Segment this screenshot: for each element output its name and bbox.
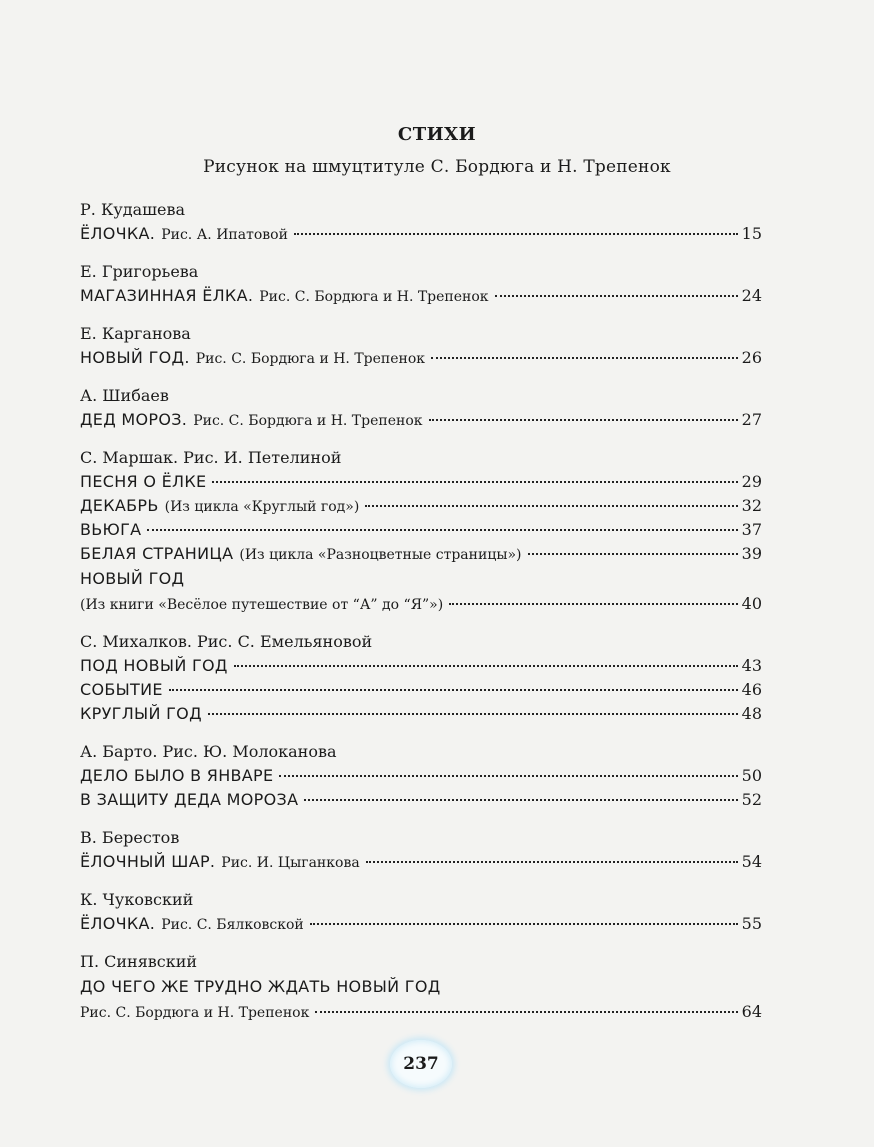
toc-group — [80, 446, 762, 616]
author: А. Барто. Рис. Ю. Молоканова — [80, 742, 337, 761]
author: С. Михалков. Рис. С. Емельяновой — [80, 632, 373, 651]
toc-entry[interactable] — [80, 702, 762, 726]
dot-leader — [449, 603, 737, 605]
toc-group — [80, 630, 762, 726]
entry-page: 37 — [741, 520, 762, 539]
entry-page: 46 — [741, 680, 762, 699]
toc-entry[interactable] — [80, 542, 762, 566]
entry-note: Рис. С. Бордюга и Н. Трепенок — [193, 413, 423, 429]
entry-page: 26 — [741, 348, 762, 367]
dot-leader — [208, 713, 738, 715]
dot-leader — [310, 923, 738, 925]
author: Е. Карганова — [80, 324, 191, 343]
toc-entry[interactable] — [80, 284, 762, 308]
entry-title: ПЕСНЯ О ЁЛКЕ — [80, 472, 207, 491]
toc-entry[interactable] — [80, 912, 762, 936]
entry-title: ДЕД МОРОЗ. — [80, 410, 188, 429]
dot-leader — [366, 861, 738, 863]
toc-entry[interactable] — [80, 566, 762, 592]
toc-entry[interactable] — [80, 408, 762, 432]
author: А. Шибаев — [80, 386, 169, 405]
entry-title: КРУГЛЫЙ ГОД — [80, 704, 202, 723]
author: С. Маршак. Рис. И. Петелиной — [80, 448, 342, 467]
dot-leader — [315, 1011, 737, 1013]
entry-note: Рис. С. Бордюга и Н. Трепенок — [195, 351, 426, 367]
entry-title: ЁЛОЧНЫЙ ШАР. — [80, 852, 216, 871]
toc-group — [80, 740, 762, 812]
entry-title: НОВЫЙ ГОД — [80, 569, 185, 588]
author: П. Синявский — [80, 952, 198, 971]
dot-leader — [429, 419, 738, 421]
entry-title: ЁЛОЧКА. — [80, 914, 156, 933]
toc-entry[interactable] — [80, 764, 762, 788]
toc-entry[interactable] — [80, 518, 762, 542]
entry-title: ВЬЮГА — [80, 520, 142, 539]
entry-note: (Из цикла «Разноцветные страницы») — [239, 547, 522, 563]
dot-leader — [212, 481, 737, 483]
toc-group — [80, 826, 762, 874]
dot-leader — [234, 665, 738, 667]
entry-page: 52 — [741, 790, 762, 809]
toc-entry[interactable] — [80, 678, 762, 702]
entry-title: В ЗАЩИТУ ДЕДА МОРОЗА — [80, 790, 299, 809]
entry-page: 32 — [741, 496, 762, 515]
entry-page: 24 — [741, 286, 762, 305]
entry-page: 54 — [741, 852, 762, 871]
entry-note: Рис. С. Бялковской — [161, 917, 304, 933]
entry-title: БЕЛАЯ СТРАНИЦА — [80, 544, 234, 563]
dot-leader — [279, 775, 737, 777]
toc-entry[interactable] — [80, 494, 762, 518]
entry-title: МАГАЗИННАЯ ЁЛКА. — [80, 286, 254, 305]
author: Р. Кудашева — [80, 200, 186, 219]
entry-page: 48 — [741, 704, 762, 723]
entry-page: 39 — [741, 544, 762, 563]
page-number: 237 — [390, 1040, 452, 1088]
toc-group — [80, 950, 762, 1024]
entry-page: 15 — [741, 224, 762, 243]
entry-title: ЁЛОЧКА. — [80, 224, 156, 243]
entry-title: ДО ЧЕГО ЖЕ ТРУДНО ЖДАТЬ НОВЫЙ ГОД — [80, 977, 441, 996]
entry-title: ПОД НОВЫЙ ГОД — [80, 656, 228, 675]
section-subtitle: Рисунок на шмуцтитуле С. Бордюга и Н. Трепенок — [203, 157, 671, 177]
entry-note: (Из книги «Весёлое путешествие от “А” до “Я”») — [80, 597, 444, 613]
author: Е. Григорьева — [80, 262, 199, 281]
author: К. Чуковский — [80, 890, 194, 909]
toc-entry-continuation[interactable] — [80, 1000, 762, 1024]
entry-title: СОБЫТИЕ — [80, 680, 163, 699]
toc-entry[interactable] — [80, 850, 762, 874]
dot-leader — [528, 553, 738, 555]
entry-page: 50 — [741, 766, 762, 785]
entry-title: ДЕЛО БЫЛО В ЯНВАРЕ — [80, 766, 274, 785]
toc-entry[interactable] — [80, 346, 762, 370]
toc-group — [80, 198, 762, 246]
entry-note: Рис. А. Ипатовой — [161, 227, 288, 243]
toc-entry[interactable] — [80, 788, 762, 812]
toc-group — [80, 384, 762, 432]
entry-page: 40 — [741, 594, 762, 613]
dot-leader — [495, 295, 738, 297]
entry-page: 43 — [741, 656, 762, 675]
entry-note: Рис. И. Цыганкова — [221, 855, 360, 871]
entry-title: НОВЫЙ ГОД. — [80, 348, 190, 367]
section-title: СТИХИ — [397, 124, 477, 145]
toc-entry[interactable] — [80, 222, 762, 246]
toc-entry-continuation[interactable] — [80, 592, 762, 616]
author: В. Берестов — [80, 828, 180, 847]
entry-page: 64 — [741, 1002, 762, 1021]
entry-page: 27 — [741, 410, 762, 429]
toc-entry[interactable] — [80, 470, 762, 494]
toc-group — [80, 888, 762, 936]
toc-entry[interactable] — [80, 654, 762, 678]
toc-entry[interactable] — [80, 974, 762, 1000]
entry-note: Рис. С. Бордюга и Н. Трепенок — [259, 289, 489, 305]
entry-page: 55 — [741, 914, 762, 933]
toc-group — [80, 322, 762, 370]
entry-title: ДЕКАБРЬ — [80, 496, 159, 515]
table-of-contents — [80, 198, 762, 1038]
toc-group — [80, 260, 762, 308]
dot-leader — [431, 357, 738, 359]
entry-note: Рис. С. Бордюга и Н. Трепенок — [80, 1005, 310, 1021]
dot-leader — [147, 529, 737, 531]
dot-leader — [169, 689, 738, 691]
entry-note: (Из цикла «Круглый год») — [164, 499, 360, 515]
dot-leader — [294, 233, 738, 235]
dot-leader — [304, 799, 737, 801]
dot-leader — [365, 505, 737, 507]
entry-page: 29 — [741, 472, 762, 491]
